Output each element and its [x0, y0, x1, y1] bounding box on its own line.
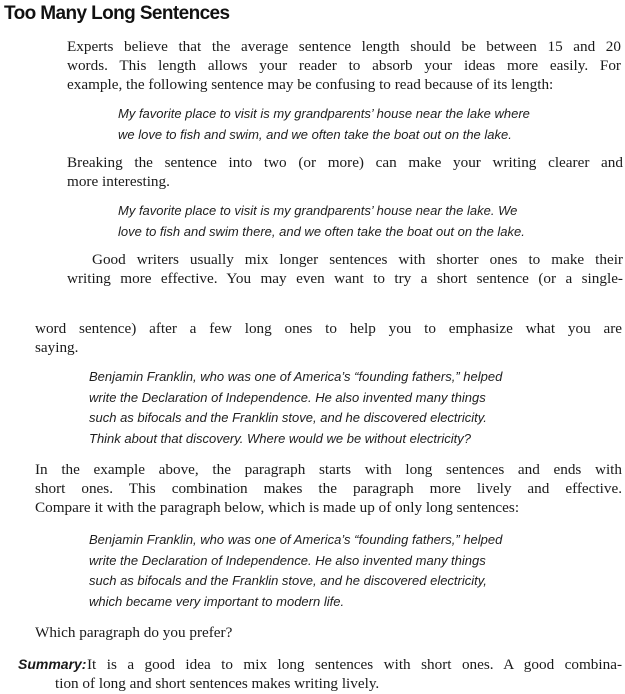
continue-line: saying. — [35, 339, 79, 356]
example-line: Think about that discovery. Where would we be without electricity? — [89, 430, 471, 446]
example-line: My favorite place to visit is my grandparents’ house near the lake where — [118, 106, 530, 121]
section-heading: Too Many Long Sentences — [4, 3, 230, 24]
example-line: Benjamin Franklin, who was one of America’s “founding fathers,” helped — [89, 369, 503, 384]
franklin-example-mixed — [89, 367, 502, 449]
summary-line: It is a good idea to mix long sentences with short ones. A good combina- — [87, 656, 622, 673]
mix-line: Good writers usually mix longer sentences with shorter ones to make their — [92, 251, 623, 268]
mix-paragraph — [67, 250, 623, 288]
example-sentence-long — [118, 104, 530, 145]
example-line: which became very important to modern life. — [89, 593, 345, 609]
question-text: Which paragraph do you prefer? — [35, 624, 233, 641]
example-sentence-split — [118, 201, 525, 242]
intro-line: example, the following sentence may be confusing to read because of its length: — [67, 76, 554, 93]
continue-paragraph — [35, 319, 622, 357]
franklin-example-long — [89, 530, 502, 612]
example-line: write the Declaration of Independence. He also invented many things — [89, 389, 486, 405]
example-line: such as bifocals and the Franklin stove, and he discovered electricity. — [89, 410, 487, 425]
example-line: we love to fish and swim, and we often take the boat out on the lake. — [118, 126, 512, 142]
mix-line: writing more effective. You may even want to try a short sentence (or a single- — [67, 270, 623, 287]
summary-line: tion of long and short sentences makes writing lively. — [55, 675, 380, 692]
continue-line: word sentence) after a few long ones to help you to emphasize what you are — [35, 320, 622, 337]
example-line: My favorite place to visit is my grandparents’ house near the lake. We — [118, 203, 518, 218]
intro-paragraph — [67, 37, 621, 94]
example-line: such as bifocals and the Franklin stove, and he discovered electricity, — [89, 573, 487, 588]
breaking-line: Breaking the sentence into two (or more) can make your writing clearer and — [67, 154, 623, 171]
explain-line: In the example above, the paragraph starts with long sentences and ends with — [35, 461, 622, 478]
intro-line: words. This length allows your reader to absorb your ideas more easily. For — [67, 57, 621, 74]
explain-paragraph — [35, 460, 622, 517]
question-line — [35, 623, 622, 642]
explain-line: Compare it with the paragraph below, which is made up of only long sentences: — [35, 499, 520, 516]
breaking-paragraph — [67, 153, 623, 191]
explain-line: short ones. This combination makes the paragraph more lively and effective. — [35, 480, 622, 497]
example-line: love to fish and swim there, and we often take the boat out on the lake. — [118, 223, 525, 239]
breaking-line: more interesting. — [67, 173, 170, 190]
intro-line: Experts believe that the average sentence length should be between 15 and 20 — [67, 38, 621, 55]
example-line: Benjamin Franklin, who was one of America’s “founding fathers,” helped — [89, 532, 503, 547]
summary-label: Summary: — [18, 656, 87, 672]
example-line: write the Declaration of Independence. He also invented many things — [89, 552, 486, 568]
